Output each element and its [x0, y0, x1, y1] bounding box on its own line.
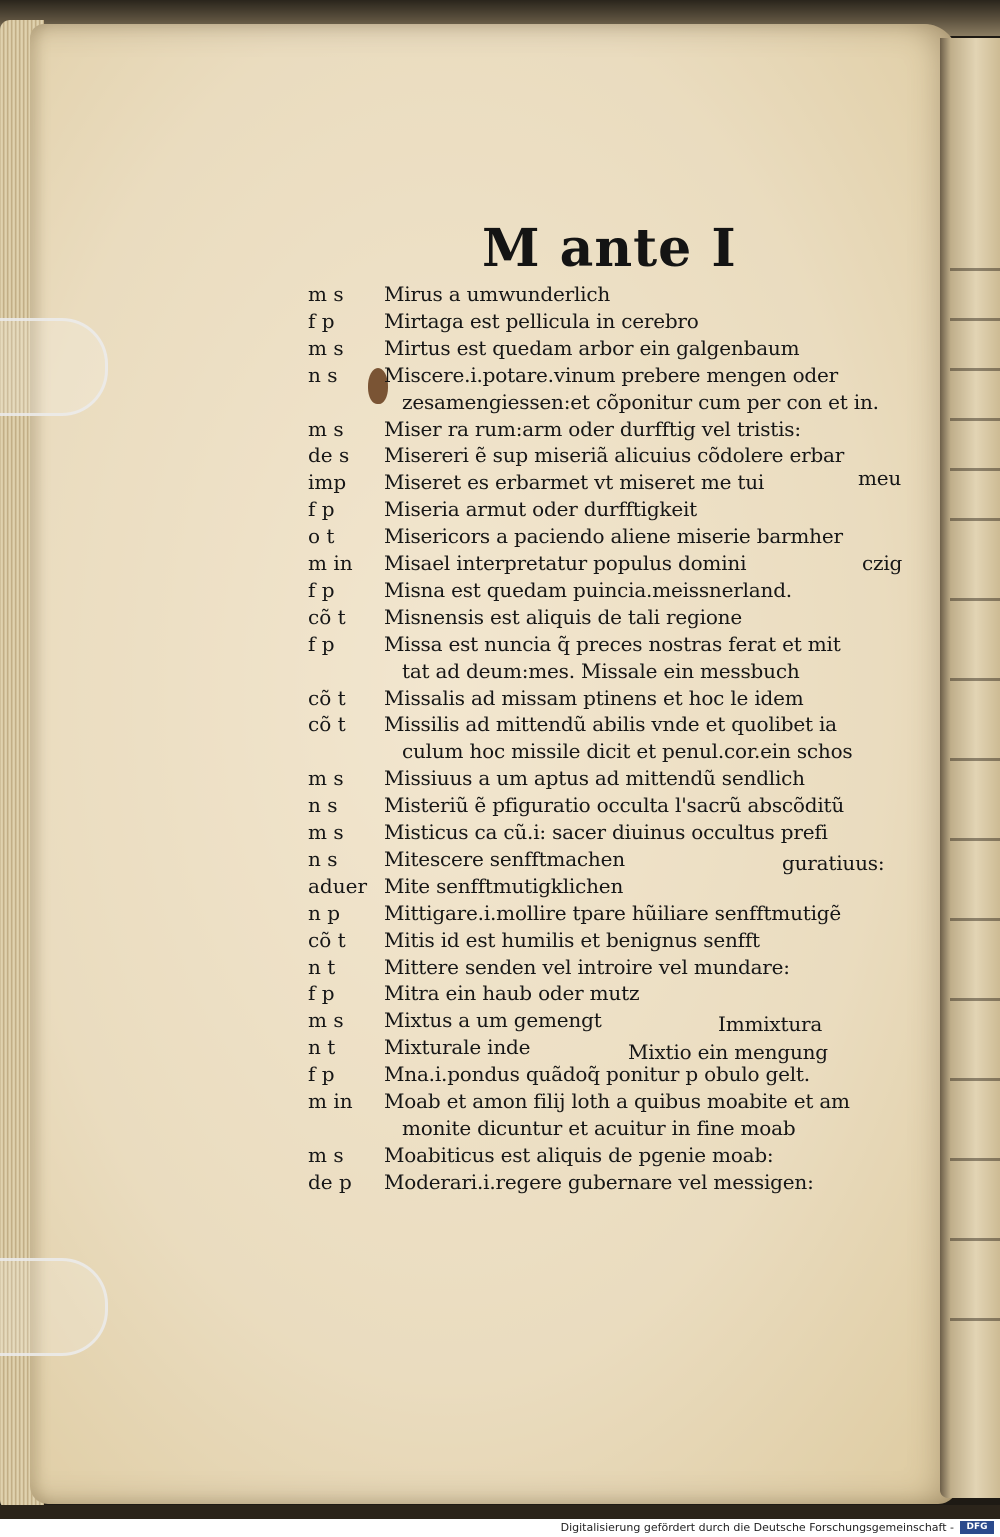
entry-text: tat ad deum:mes. Missale ein messbuch	[402, 658, 800, 683]
entry-text: Mna.i.pondus quãdoq̃ ponitur p obulo gelt.	[384, 1062, 810, 1087]
entry-row	[0, 603, 940, 631]
entry-grammar-code: f p	[308, 1062, 335, 1087]
entry-text: Missa est nuncia q̃ preces nostras ferat et mit	[384, 631, 841, 656]
page-heading: M ante I	[482, 218, 737, 279]
entry-row	[0, 415, 940, 443]
entry-grammar-code: m in	[308, 1089, 353, 1113]
facing-page-edge	[940, 38, 1000, 1498]
entry-grammar-code: n t	[308, 954, 336, 979]
entry-grammar-code: m s	[308, 282, 344, 306]
entry-text: Mitescere senfftmachen	[384, 846, 625, 871]
entry-text: Mittere senden vel introire vel mundare:	[384, 954, 790, 979]
entry-text: Misael interpretatur populus domini	[384, 551, 747, 575]
entry-row	[0, 522, 940, 550]
entry-text: Mixturale inde	[384, 1035, 531, 1060]
footer-bar	[0, 1519, 1000, 1537]
entry-row	[0, 684, 940, 712]
entry-grammar-code: f p	[308, 497, 335, 522]
entry-grammar-code: n t	[308, 1035, 336, 1060]
entry-grammar-code: de p	[308, 1169, 352, 1194]
entry-grammar-code: de s	[308, 443, 350, 468]
entry-row	[0, 468, 940, 496]
entry-text: Moab et amon filij loth a quibus moabite et am	[384, 1089, 850, 1113]
entry-row	[0, 1168, 940, 1196]
entry-row	[0, 334, 940, 362]
entry-text: Misteriũ ẽ pfiguratio occulta l'sacrũ abscõditũ	[384, 793, 845, 818]
entry-row	[0, 899, 940, 927]
entry-text: Misericors a paciendo aliene miserie barmher	[384, 524, 843, 549]
entry-text: Mitis id est humilis et benignus senfft	[384, 927, 760, 952]
entry-row	[0, 576, 940, 604]
entry-text: Miseret es erbarmet vt miseret me tui	[384, 470, 765, 495]
entry-row	[0, 818, 940, 846]
entry-row	[0, 764, 940, 792]
side-note-czig: czig	[862, 551, 903, 575]
entry-grammar-code: f p	[308, 631, 335, 656]
entry-row	[0, 872, 940, 900]
entry-text: Missilis ad mittendũ abilis vnde et quolibet ia	[384, 712, 837, 737]
entry-text: Mite senfftmutigklichen	[384, 873, 624, 898]
entry-text: Mirus a umwunderlich	[384, 282, 611, 306]
entry-text: Moabiticus est aliquis de pgenie moab:	[384, 1142, 774, 1167]
entry-row	[0, 926, 940, 954]
entry-row	[0, 979, 940, 1007]
entry-text: culum hoc missile dicit et penul.cor.ein schos	[402, 739, 853, 764]
entry-text: Misnensis est aliquis de tali regione	[384, 604, 742, 629]
entry-text: Misticus ca cũ.i: sacer diuinus occultus prefi	[384, 820, 828, 844]
entry-row	[0, 280, 940, 308]
entry-grammar-code: imp	[308, 470, 347, 495]
entry-row	[0, 441, 940, 469]
entry-row	[0, 710, 940, 738]
entry-text: Moderari.i.regere gubernare vel messigen:	[384, 1169, 814, 1194]
entry-grammar-code: cõ t	[308, 604, 346, 629]
entry-grammar-code: cõ t	[308, 685, 346, 710]
entry-grammar-code: o t	[308, 524, 335, 549]
entry-grammar-code: f p	[308, 577, 335, 602]
entry-text: Miseria armut oder durfftigkeit	[384, 497, 698, 522]
entry-grammar-code: m s	[308, 416, 344, 441]
entry-grammar-code: m s	[308, 820, 344, 844]
dfg-logo: DFG	[960, 1521, 994, 1534]
entry-row	[0, 1087, 940, 1115]
side-note-meu: meu	[858, 466, 902, 490]
entry-row	[0, 791, 940, 819]
footer-credit: Digitalisierung gefördert durch die Deutsche Forschungsgemeinschaft -	[560, 1521, 954, 1534]
entry-row	[0, 388, 940, 416]
entry-text: Mittigare.i.mollire tpare hũiliare senfftmutigẽ	[384, 900, 842, 925]
entry-text: Mirtaga est pellicula in cerebro	[384, 308, 699, 333]
entry-grammar-code: cõ t	[308, 927, 346, 952]
entry-grammar-code: m s	[308, 766, 344, 791]
entry-grammar-code: n s	[308, 793, 338, 818]
entry-grammar-code: f p	[308, 308, 335, 333]
entry-grammar-code: m s	[308, 1008, 344, 1033]
entry-grammar-code: f p	[308, 981, 335, 1006]
entry-text: Missiuus a um aptus ad mittendũ sendlich	[384, 766, 805, 791]
entry-grammar-code: m s	[308, 1142, 344, 1167]
entry-text: Mitra ein haub oder mutz	[384, 981, 640, 1006]
entry-row	[0, 1141, 940, 1169]
entry-text: Misereri ẽ sup miseriã alicuius cõdolere erbar	[384, 443, 845, 468]
entry-grammar-code: n p	[308, 900, 341, 925]
entry-text: Miser ra rum:arm oder durfftig vel tristis:	[384, 416, 801, 441]
side-note-mixtio: Mixtio ein mengung	[628, 1040, 828, 1064]
entry-text: Mixtus a um gemengt	[384, 1008, 602, 1033]
entry-row	[0, 361, 940, 389]
entry-row	[0, 630, 940, 658]
entry-grammar-code: n s	[308, 846, 338, 871]
entry-row	[0, 737, 940, 765]
entry-row	[0, 549, 940, 577]
book-bottom-edge	[0, 1505, 1000, 1519]
entry-grammar-code: m s	[308, 335, 344, 360]
side-note-immixtura: Immixtura	[718, 1012, 823, 1036]
entry-text: monite dicuntur et acuitur in fine moab	[402, 1115, 796, 1140]
entry-grammar-code: m in	[308, 551, 353, 575]
entry-row	[0, 657, 940, 685]
entry-row	[0, 1060, 940, 1088]
entry-text: Mirtus est quedam arbor ein galgenbaum	[384, 335, 800, 360]
entry-text: Misna est quedam puincia.meissnerland.	[384, 577, 792, 602]
entry-text: zesamengiessen:et cõponitur cum per con et in.	[402, 389, 879, 414]
side-note-guratiuus: guratiuus:	[782, 851, 885, 875]
entry-grammar-code: cõ t	[308, 712, 346, 737]
entry-grammar-code: n s	[308, 362, 338, 387]
entry-row	[0, 495, 940, 523]
entry-row	[0, 953, 940, 981]
page-clip-lower	[0, 1258, 108, 1356]
entry-text: Miscere.i.potare.vinum prebere mengen oder	[384, 362, 839, 387]
entry-row	[0, 307, 940, 335]
entry-text: Missalis ad missam ptinens et hoc le idem	[384, 685, 804, 710]
entry-row	[0, 1114, 940, 1142]
entry-grammar-code: aduer	[308, 873, 368, 898]
